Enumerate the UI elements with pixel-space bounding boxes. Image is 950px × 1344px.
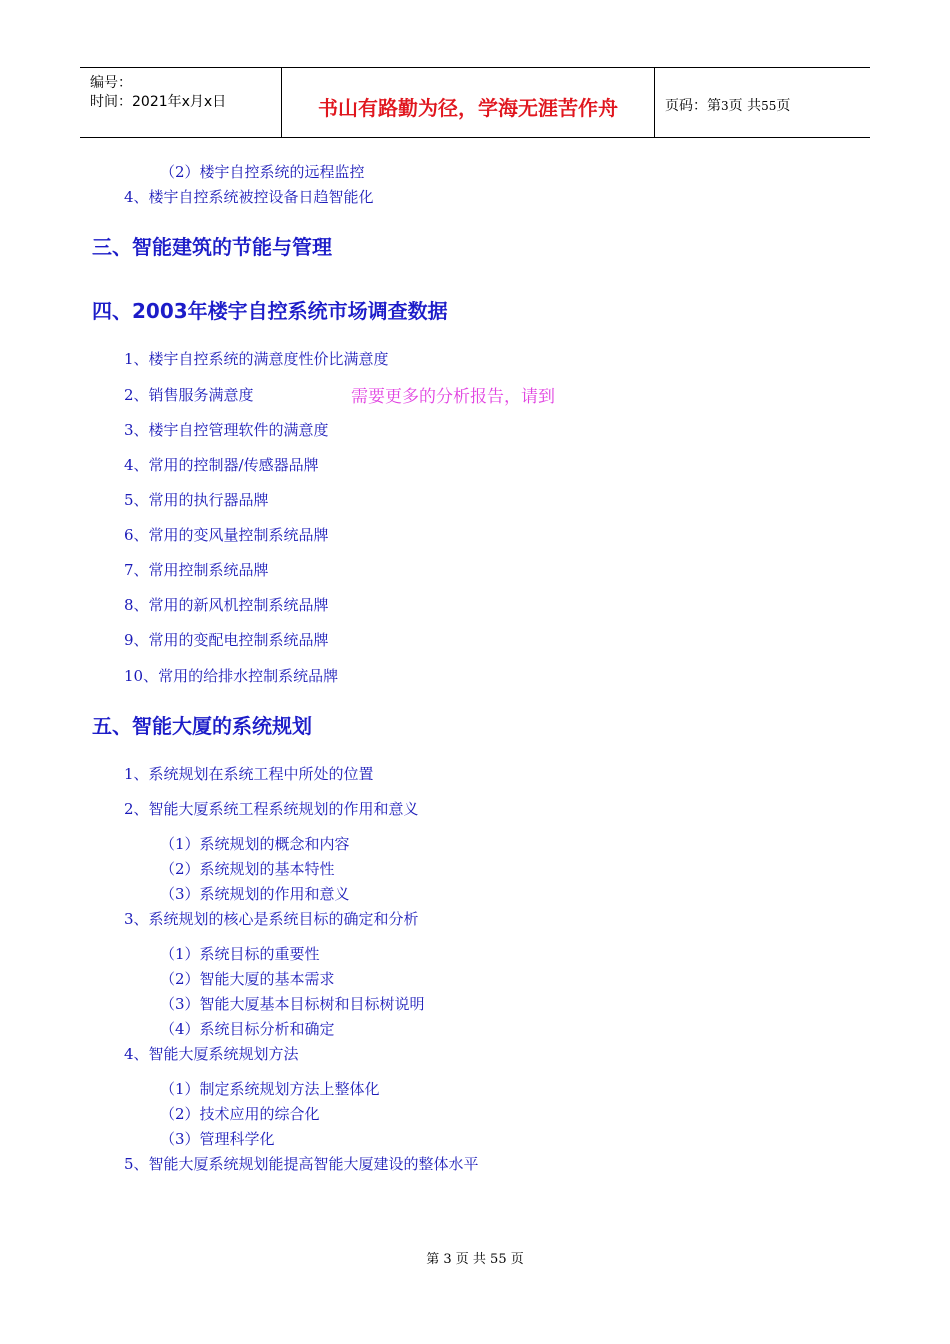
section-heading-3: 三、智能建筑的节能与管理 (92, 235, 332, 259)
list-item: 5、智能大厦系统规划能提高智能大厦建设的整体水平 (124, 1155, 479, 1173)
list-item: 4、楼宇自控系统被控设备日趋智能化 (124, 188, 374, 206)
header-motto-cell (282, 68, 655, 137)
header-motto: 书山有路勤为径，学海无涯苦作舟 (318, 96, 618, 120)
promo-text: 需要更多的分析报告，请到 (351, 387, 555, 407)
document-number-label: 编号： (90, 75, 132, 91)
page-current: 3 (721, 99, 729, 113)
section-heading-5: 五、智能大厦的系统规划 (92, 714, 312, 738)
list-item: 2、销售服务满意度 (124, 386, 254, 404)
list-item: 1、楼宇自控系统的满意度性价比满意度 (124, 350, 389, 368)
page-prefix: 页码：第 (665, 98, 721, 114)
list-item: （3）系统规划的作用和意义 (160, 885, 350, 903)
document-date: 时间：2021年x月x日 (90, 94, 227, 110)
list-item: （2）技术应用的综合化 (160, 1105, 320, 1123)
list-item: （3）智能大厦基本目标树和目标树说明 (160, 995, 425, 1013)
page-footer: 第 3 页 共 55 页 (426, 1252, 524, 1267)
page-mid: 页 共 (728, 98, 762, 114)
page-suffix: 页 (776, 98, 791, 114)
list-item: 4、智能大厦系统规划方法 (124, 1045, 299, 1063)
header-page-cell (655, 68, 870, 137)
list-item: 3、楼宇自控管理软件的满意度 (124, 421, 329, 439)
list-item: （2）系统规划的基本特性 (160, 860, 335, 878)
list-item: （1）制定系统规划方法上整体化 (160, 1080, 380, 1098)
list-item: 2、智能大厦系统工程系统规划的作用和意义 (124, 800, 419, 818)
list-item: 6、常用的变风量控制系统品牌 (124, 526, 329, 544)
page-total: 55 (761, 99, 777, 113)
list-item: 3、系统规划的核心是系统目标的确定和分析 (124, 910, 419, 928)
list-item: 1、系统规划在系统工程中所处的位置 (124, 765, 374, 783)
list-item: 4、常用的控制器/传感器品牌 (124, 456, 319, 474)
list-item: （1）系统规划的概念和内容 (160, 835, 350, 853)
list-item: 10、常用的给排水控制系统品牌 (124, 667, 339, 685)
list-item: 7、常用控制系统品牌 (124, 561, 269, 579)
list-item: （1）系统目标的重要性 (160, 945, 320, 963)
page-header (80, 67, 870, 138)
list-item: 8、常用的新风机控制系统品牌 (124, 596, 329, 614)
list-item: 9、常用的变配电控制系统品牌 (124, 631, 329, 649)
list-item: （2）智能大厦的基本需求 (160, 970, 335, 988)
list-item: 5、常用的执行器品牌 (124, 491, 269, 509)
list-item: （3）管理科学化 (160, 1130, 275, 1148)
section-heading-4: 四、2003年楼宇自控系统市场调查数据 (92, 299, 448, 323)
header-meta-cell (80, 68, 282, 137)
list-item: （2）楼宇自控系统的远程监控 (160, 163, 365, 181)
list-item: （4）系统目标分析和确定 (160, 1020, 335, 1038)
header-page-indicator (665, 95, 790, 115)
